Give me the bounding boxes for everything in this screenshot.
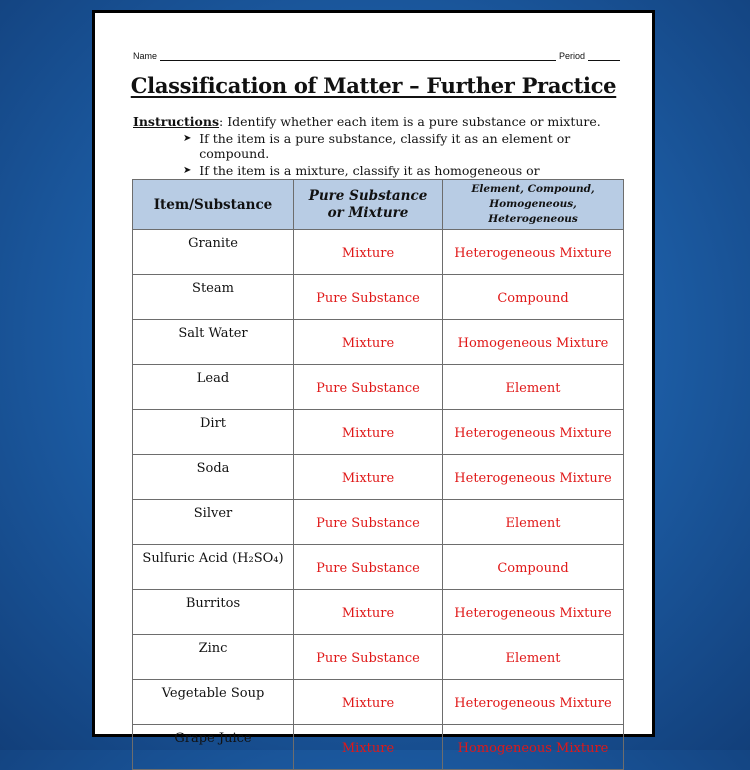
table-row: [133, 635, 624, 680]
table-row: [133, 230, 624, 275]
header-pure-line2: or Mixture: [327, 204, 409, 221]
type-cell: Mixture: [294, 230, 443, 275]
name-period-row: [133, 51, 623, 61]
class-cell: Heterogeneous Mixture: [443, 230, 624, 275]
name-label: Name: [133, 51, 158, 61]
table-row: [133, 590, 624, 635]
item-cell: Granite: [133, 230, 294, 275]
table-row: [133, 455, 624, 500]
header-class-line2: Homogeneous, Heterogeneous: [488, 198, 578, 225]
instructions-label: Instructions: [133, 114, 220, 129]
item-cell: Lead: [133, 365, 294, 410]
item-cell: Grape Juice: [133, 725, 294, 770]
table-row: [133, 275, 624, 320]
period-label: Period: [558, 51, 585, 61]
header-class-line1: Element, Compound,: [471, 183, 595, 195]
type-cell: Pure Substance: [294, 635, 443, 680]
type-cell: Mixture: [294, 680, 443, 725]
classification-table: [132, 179, 624, 770]
page-title: Classification of Matter – Further Practice: [130, 73, 617, 98]
worksheet-page: [92, 10, 655, 756]
item-cell: Steam: [133, 275, 294, 320]
class-cell: Heterogeneous Mixture: [443, 455, 624, 500]
class-cell: Homogeneous Mixture: [443, 320, 624, 365]
table-row: [133, 320, 624, 365]
name-blank-line: [160, 51, 556, 61]
header-classification: [443, 180, 624, 230]
class-cell: Element: [443, 365, 624, 410]
bullet-text: If the item is a mixture, classify it as homogeneous or: [199, 163, 540, 178]
header-pure-line1: Pure Substance: [308, 187, 428, 204]
type-cell: Mixture: [294, 410, 443, 455]
type-cell: Mixture: [294, 725, 443, 770]
class-cell: Heterogeneous Mixture: [443, 410, 624, 455]
class-cell: Heterogeneous Mixture: [443, 590, 624, 635]
class-cell: Element: [443, 635, 624, 680]
table-header-row: [133, 180, 624, 230]
item-cell: Dirt: [133, 410, 294, 455]
type-cell: Pure Substance: [294, 365, 443, 410]
item-cell: Vegetable Soup: [133, 680, 294, 725]
class-cell: Compound: [443, 275, 624, 320]
item-cell: Sulfuric Acid (H₂SO₄): [133, 545, 294, 590]
item-cell: Soda: [133, 455, 294, 500]
class-cell: Homogeneous Mixture: [443, 725, 624, 770]
table-row: [133, 680, 624, 725]
arrow-bullet-icon: ➤: [183, 165, 192, 176]
item-cell: Silver: [133, 500, 294, 545]
class-cell: Element: [443, 500, 624, 545]
type-cell: Pure Substance: [294, 500, 443, 545]
header-pure-or-mixture: [294, 180, 443, 230]
header-item: Item/Substance: [133, 180, 294, 230]
table-row: [133, 365, 624, 410]
class-cell: Heterogeneous Mixture: [443, 680, 624, 725]
type-cell: Pure Substance: [294, 275, 443, 320]
instructions-text: : Identify whether each item is a pure substance or mixture.: [219, 114, 601, 129]
item-cell: Burritos: [133, 590, 294, 635]
item-cell: Salt Water: [133, 320, 294, 365]
arrow-bullet-icon: ➤: [183, 133, 192, 144]
type-cell: Mixture: [294, 590, 443, 635]
bullet-item: [183, 131, 623, 161]
period-blank-line: [588, 51, 620, 61]
class-cell: Compound: [443, 545, 624, 590]
type-cell: Pure Substance: [294, 545, 443, 590]
type-cell: Mixture: [294, 320, 443, 365]
instructions-line: [133, 114, 623, 129]
table-row: [133, 500, 624, 545]
table-row: [133, 545, 624, 590]
bullet-text: If the item is a pure substance, classify it as an element or compound.: [199, 131, 571, 161]
table-row: [133, 725, 624, 770]
table-row: [133, 410, 624, 455]
type-cell: Mixture: [294, 455, 443, 500]
item-cell: Zinc: [133, 635, 294, 680]
